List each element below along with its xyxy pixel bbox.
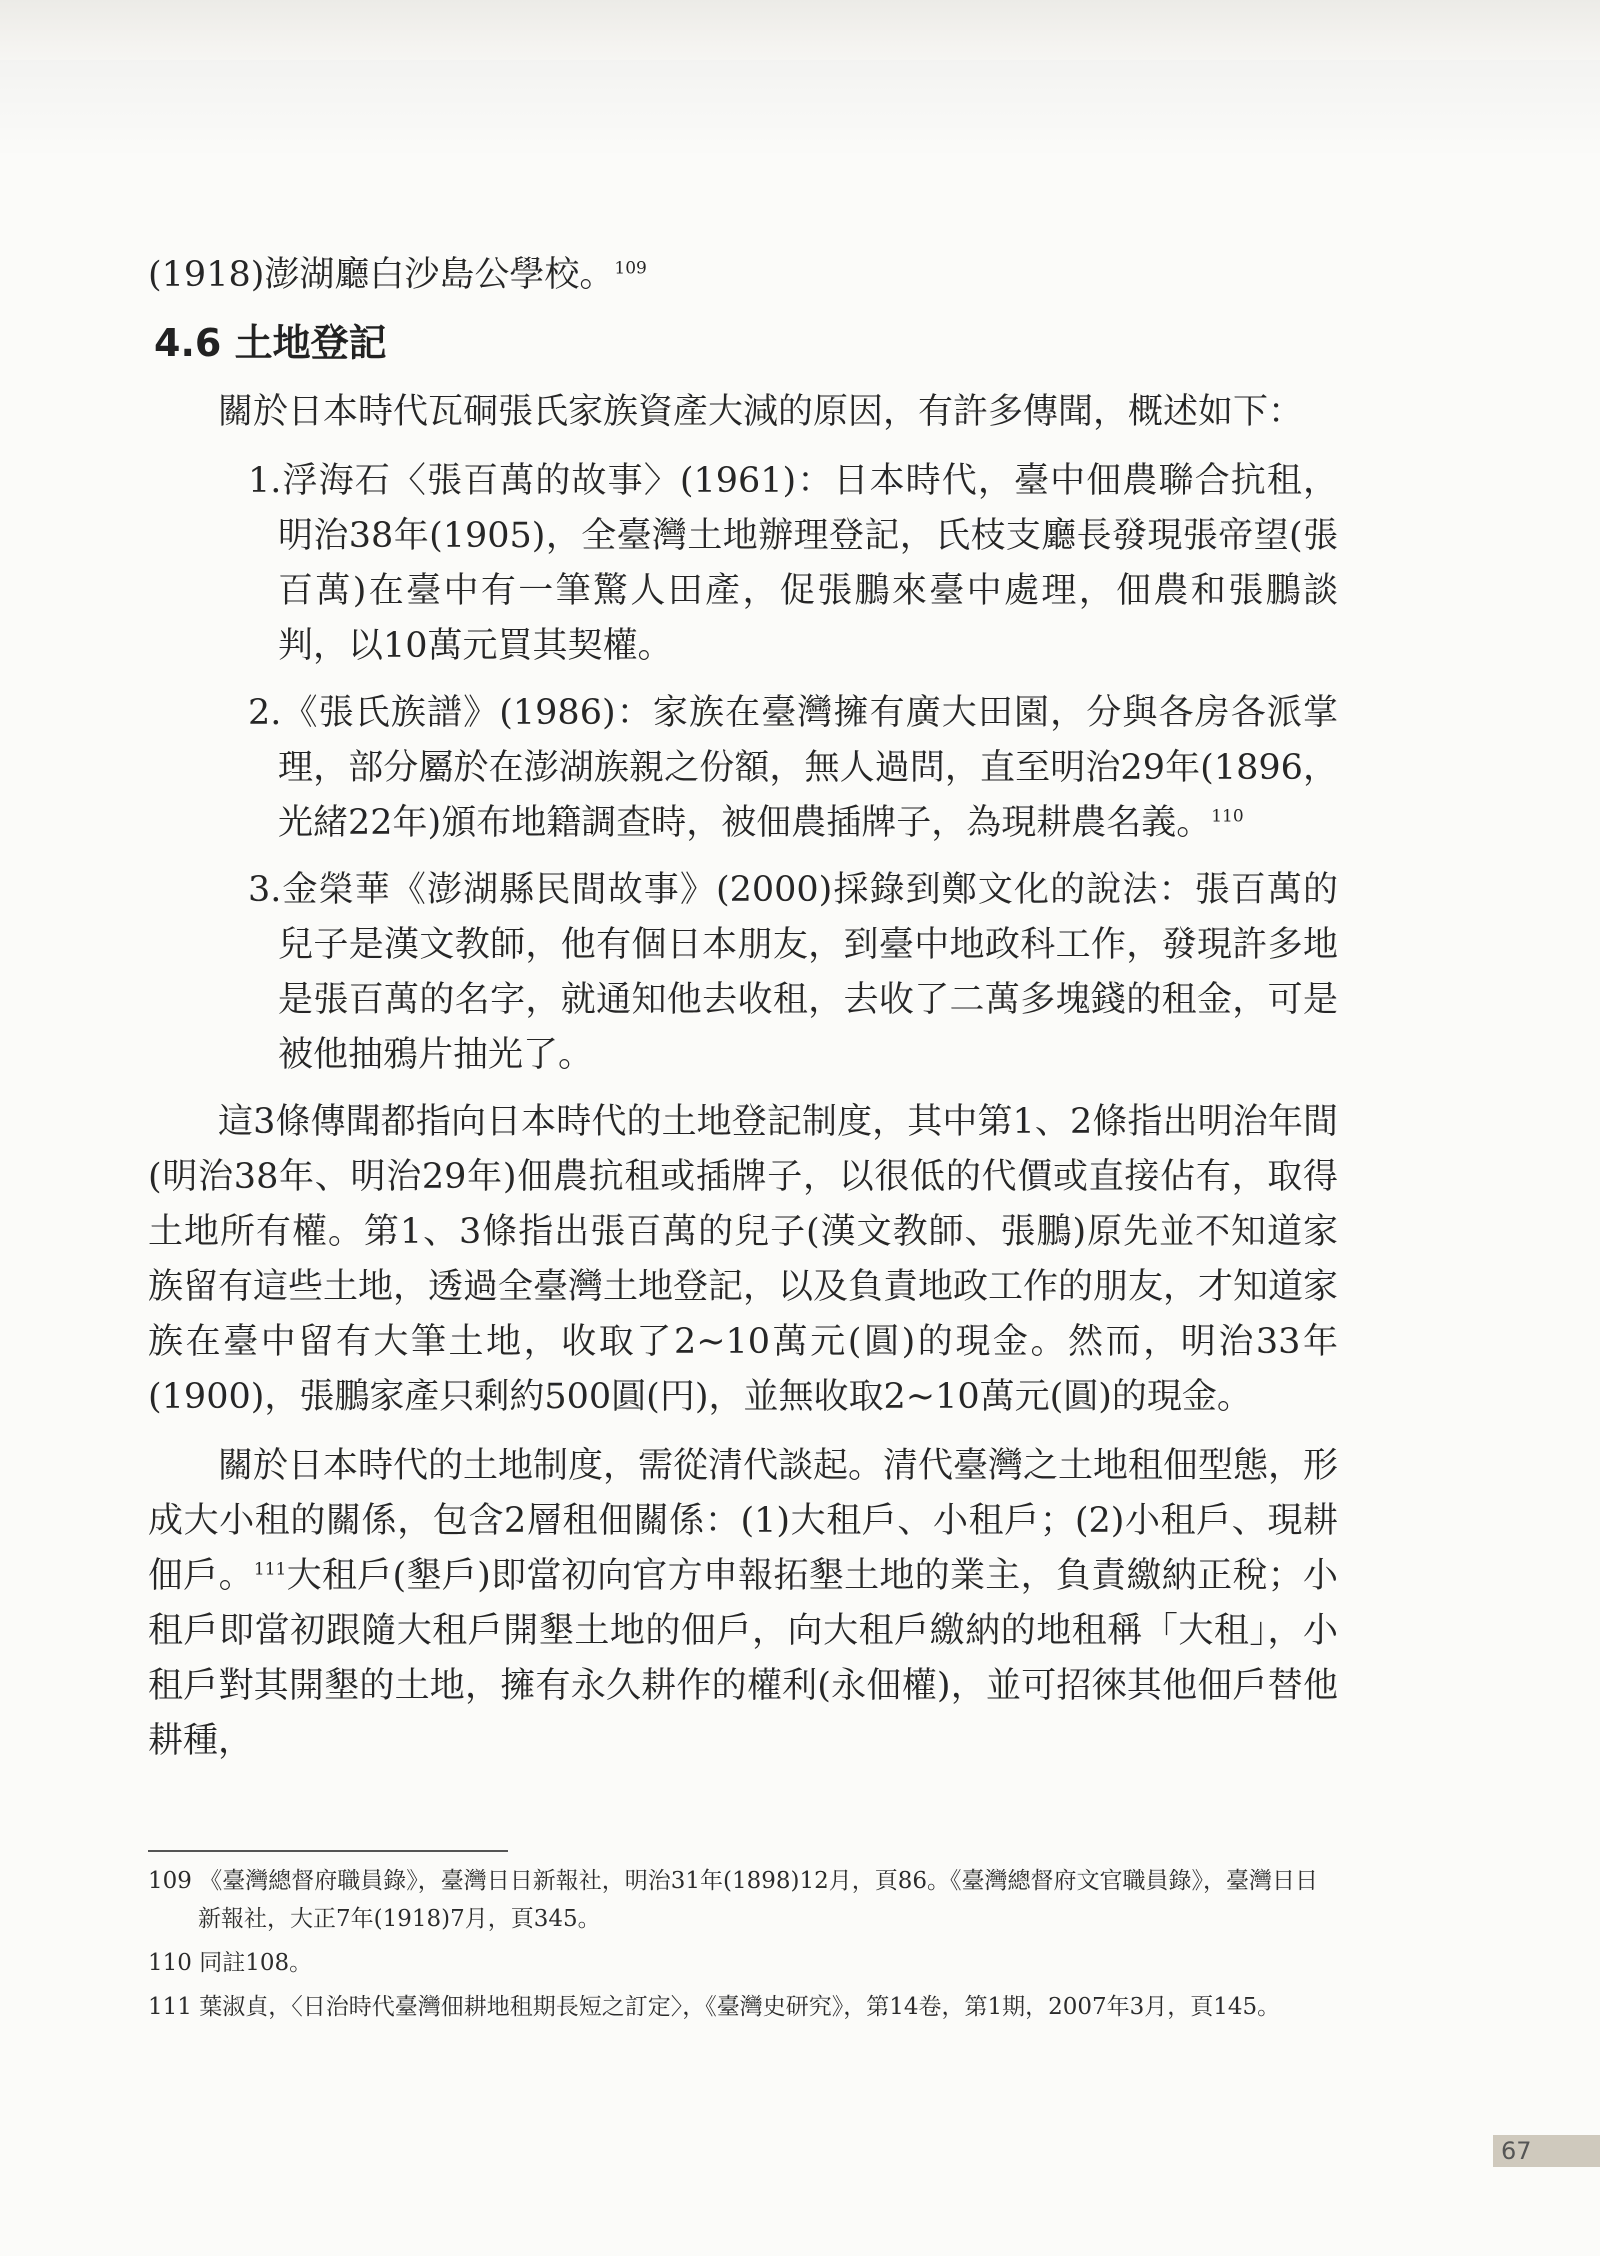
page-number: 67 (1493, 2135, 1600, 2167)
rumor-list (148, 454, 1338, 1083)
continuation-line: (1918)澎湖廳白沙島公學校。$^{109}$ (148, 255, 647, 295)
footnotes (148, 1850, 1338, 2032)
page-body (148, 248, 1338, 1783)
scan-top-edge (0, 0, 1600, 60)
section-number: 4.6 (154, 321, 222, 365)
footnote: 111 葉淑貞，〈日治時代臺灣佃耕地租期長短之訂定〉，《臺灣史研究》，第14卷，第1期，2007年3月，頁145。 (148, 1994, 1281, 2020)
footnote-ref-110[interactable]: 110 (1211, 806, 1244, 827)
footnote: 110 同註108。 (148, 1950, 313, 1976)
intro-paragraph: 關於日本時代瓦硐張氏家族資產大減的原因，有許多傳聞，概述如下： (218, 392, 1304, 432)
scan-shadow (0, 60, 1600, 160)
section-heading (154, 313, 1338, 373)
list-item: 2.《張氏族譜》(1986)：家族在臺灣擁有廣大田園，分與各房各派掌理，部分屬於在澎湖族親之份額，無人過問，直至明治29年(1896，光緒22年)頒布地籍調查時，被佃農插牌子，為現耕農名義。$^{110}$ (248, 693, 1338, 843)
body-paragraph-2: 關於日本時代的土地制度，需從清代談起。清代臺灣之土地租佃型態，形成大小租的關係，包含2層租佃關係：(1)大租戶、小租戶；(2)小租戶、現耕佃戶。$^{111}$大租戶(墾戶)即當初向官方申報拓墾土地的業主，負責繳納正稅；小租戶即當初跟隨大租戶開墾土地的佃戶，向大租戶繳納的地租稱「大租」，小租戶對其開墾的土地，擁有永久耕作的權利(永佃權)，並可招徠其他佃戶替他耕種， (148, 1446, 1339, 1761)
list-item: 3.金榮華《澎湖縣民間故事》(2000)採錄到鄭文化的說法：張百萬的兒子是漢文教師，他有個日本朋友，到臺中地政科工作，發現許多地是張百萬的名字，就通知他去收租，去收了二萬多塊錢的租金，可是被他抽鴉片抽光了。 (248, 870, 1338, 1075)
section-title: 土地登記 (234, 321, 387, 365)
footnote-ref-109[interactable]: 109 (614, 258, 647, 279)
footnote: 109 《臺灣總督府職員錄》，臺灣日日新報社，明治31年(1898)12月，頁86。《臺灣總督府文官職員錄》，臺灣日日新報社，大正7年(1918)7月，頁345。 (148, 1868, 1318, 1932)
footnote-ref-111[interactable]: 111 (253, 1559, 287, 1580)
body-paragraph-1: 這3條傳聞都指向日本時代的土地登記制度，其中第1、2條指出明治年間(明治38年、明治29年)佃農抗租或插牌子，以很低的代價或直接佔有，取得土地所有權。第1、3條指出張百萬的兒子(漢文教師、張鵬)原先並不知道家族留有這些土地，透過全臺灣土地登記，以及負責地政工作的朋友，才知道家族在臺中留有大筆土地，收取了2~10萬元(圓)的現金。然而，明治33年(1900)，張鵬家產只剩約500圓(円)，並無收取2~10萬元(圓)的現金。 (148, 1102, 1339, 1417)
footnote-divider (148, 1850, 508, 1852)
list-item: 1.浮海石〈張百萬的故事〉(1961)：日本時代，臺中佃農聯合抗租，明治38年(1905)，全臺灣土地辦理登記，氏枝支廳長發現張帝望(張百萬)在臺中有一筆驚人田產，促張鵬來臺中處理，佃農和張鵬談判，以10萬元買其契權。 (248, 461, 1338, 666)
